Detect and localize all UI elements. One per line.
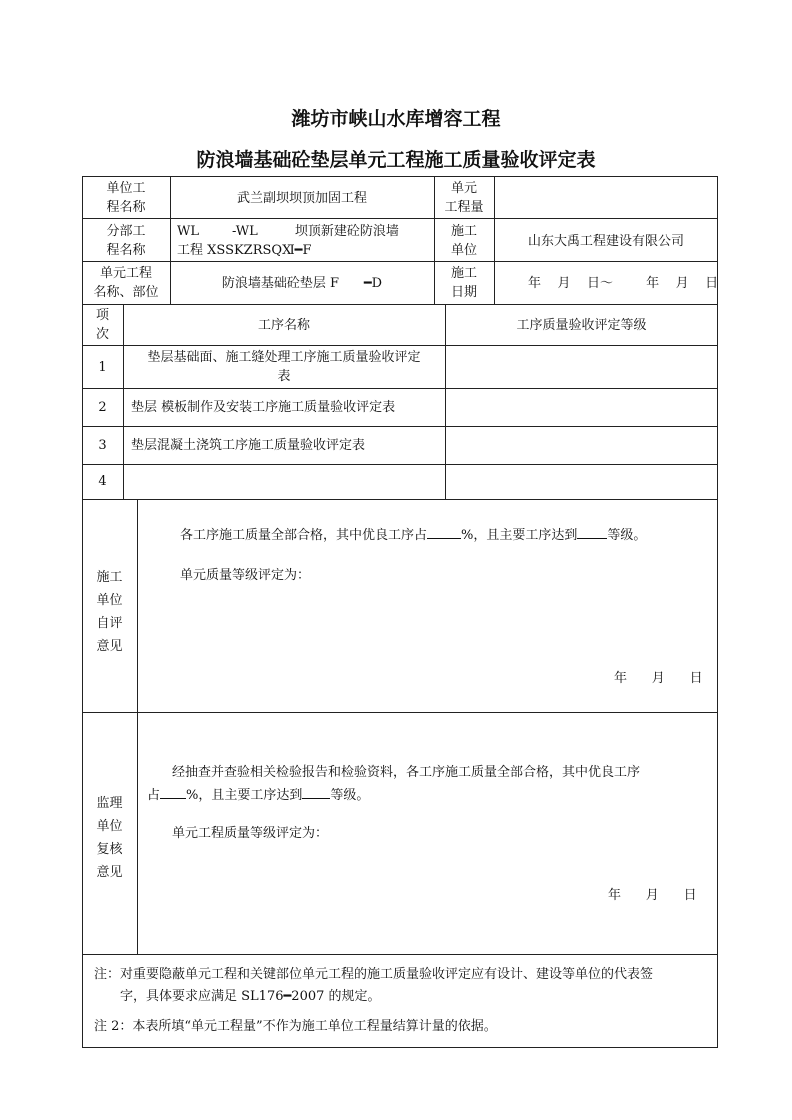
- date-value: 年 月 日～ 年 月 日: [528, 276, 719, 291]
- note-2: 注 2：本表所填“单元工程量”不作为施工单位工程量结算计量的依据。: [94, 1019, 497, 1034]
- row-no: 1: [98, 360, 107, 375]
- supervisor-eval-text-c: 等级。: [330, 788, 370, 803]
- contractor-eval-label: 施工 单位 自评 意见: [96, 570, 123, 654]
- rule: [82, 712, 718, 713]
- rule: [82, 388, 718, 389]
- supervisor-eval-text-b: %，且主要工序达到: [186, 788, 303, 803]
- rule: [82, 464, 718, 465]
- element-qty-label: 单元 工程量: [444, 181, 484, 215]
- rule: [82, 426, 718, 427]
- col-header-no: 项 次: [95, 308, 109, 342]
- supervisor-eval-line2: [147, 784, 369, 805]
- contractor-label: 施工 单位: [450, 224, 477, 258]
- contractor-eval-line2: 单元质量等级评定为：: [180, 568, 311, 583]
- row-process-name: 垫层基础面、施工缝处理工序施工质量验收评定 表: [147, 350, 421, 384]
- row-no: 2: [98, 400, 107, 415]
- contractor-eval-line1: [180, 524, 646, 545]
- blank-excellent-rate: [427, 524, 461, 539]
- date-label: 施工 日期: [450, 266, 477, 300]
- contractor-value: 山东大禹工程建设有限公司: [527, 234, 684, 249]
- project-title: 潍坊市峡山水库增容工程: [291, 108, 501, 130]
- row-no: 3: [98, 438, 107, 453]
- form-title: 防浪墙基础砼垫层单元工程施工质量验收评定表: [196, 149, 596, 171]
- col-header-grade: 工序质量验收评定等级: [516, 318, 647, 333]
- col-header-process: 工序名称: [257, 318, 310, 333]
- contractor-eval-text-a: 各工序施工质量全部合格，其中优良工序占: [180, 528, 428, 543]
- rule: [82, 954, 718, 955]
- rule: [82, 304, 718, 305]
- form-frame: [82, 176, 718, 1048]
- supervisor-eval-line1: 经抽查并查验相关检验报告和检验资料，各工序施工质量全部合格，其中优良工序: [172, 765, 641, 780]
- rule: [82, 218, 718, 219]
- supervisor-eval-text-a: 占: [147, 788, 161, 803]
- rule: [82, 345, 718, 346]
- blank-main-grade: [302, 784, 330, 799]
- rule: [137, 499, 138, 954]
- sub-project-label: 分部工 程名称: [106, 224, 146, 258]
- rule: [82, 261, 718, 262]
- blank-excellent-rate: [160, 784, 186, 799]
- row-process-name: 垫层混凝土浇筑工序施工质量验收评定表: [131, 438, 366, 453]
- supervisor-eval-line3: 单元工程质量等级评定为：: [172, 826, 329, 841]
- row-process-name: 垫层 模板制作及安装工序施工质量验收评定表: [131, 400, 396, 415]
- sub-project-value-line2: 工程 XSSKZRSQⅪ━F: [177, 243, 312, 258]
- contractor-eval-text-b: %，且主要工序达到: [461, 528, 578, 543]
- supervisor-eval-label: 监理 单位 复核 意见: [96, 796, 123, 880]
- blank-main-grade: [577, 524, 607, 539]
- unit-project-label: 单位工 程名称: [106, 181, 146, 215]
- contractor-eval-text-c: 等级。: [607, 528, 647, 543]
- sub-project-value-line1: WL -WL 坝顶新建砼防浪墙: [177, 224, 399, 239]
- note-1-line1: 注：对重要隐蔽单元工程和关键部位单元工程的施工质量验收评定应有设计、建设等单位的代表签: [94, 967, 654, 982]
- row-no: 4: [98, 474, 107, 489]
- unit-project-value: 武兰副坝坝顶加固工程: [236, 191, 367, 206]
- element-name-value: 防浪墙基础砼垫层 F ━D: [221, 276, 383, 291]
- contractor-eval-date: 年 月 日: [614, 671, 703, 686]
- supervisor-eval-date: 年 月 日: [608, 888, 697, 903]
- element-name-label: 单元工程 名称、部位: [93, 266, 159, 300]
- rule: [82, 499, 718, 500]
- note-1-line2: 字，具体要求应满足 SL176━2007 的规定。: [120, 989, 381, 1004]
